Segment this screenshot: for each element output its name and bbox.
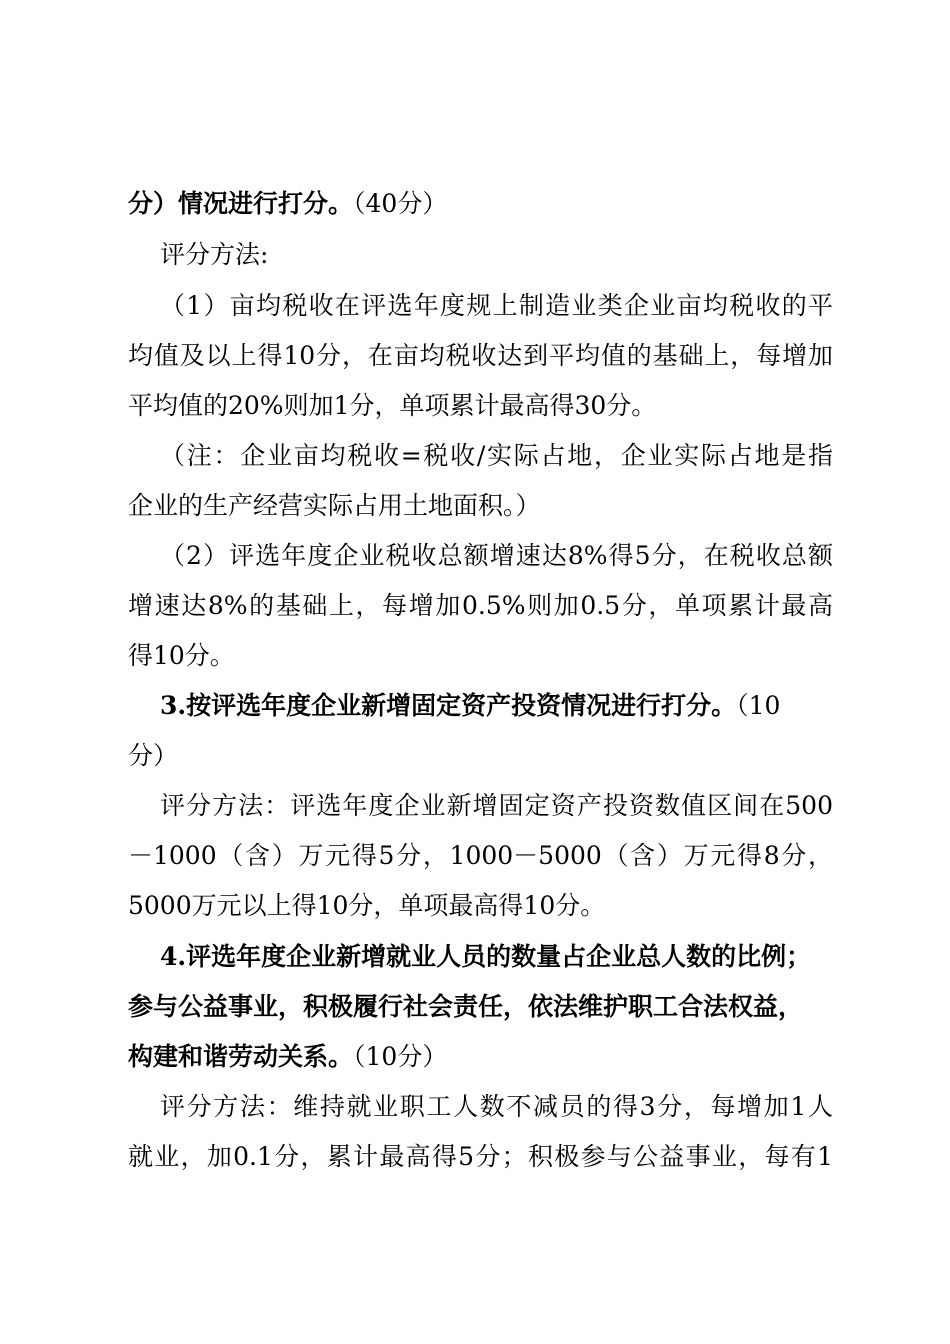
text-line-12 [128, 740, 833, 772]
score-note: 分） [128, 741, 179, 770]
paragraph-text: 评分方法：维持就业职工人数不减员的得3分，每增加1人 [160, 1092, 833, 1121]
paragraph-text: 平均值的20%则加1分，单项累计最高得30分。 [128, 391, 657, 420]
paragraph-text: 评分方法：评选年度企业新增固定资产投资数值区间在500 [160, 791, 833, 820]
paragraph-text: （2）评选年度企业税收总额增速达8%得5分，在税收总额 [160, 541, 833, 570]
text-line-7 [128, 490, 833, 522]
text-line-13 [160, 790, 833, 822]
text-line-3 [160, 290, 833, 322]
paragraph-text: 就业，加0.1分，累计最高得5分；积极参与公益事业，每有1 [128, 1142, 833, 1171]
text-line-15 [128, 890, 833, 922]
section-3-heading: 3.按评选年度企业新增固定资产投资情况进行打分。 [160, 691, 737, 720]
text-line-6 [160, 440, 833, 472]
text-line-4 [128, 340, 833, 372]
section-4-heading: 4.评选年度企业新增就业人员的数量占企业总人数的比例； [160, 942, 812, 971]
paragraph-text: 增速达8%的基础上，每增加0.5%则加0.5分，单项累计最高 [128, 591, 833, 620]
text-line-17 [128, 991, 833, 1023]
text-line-16 [160, 941, 833, 973]
text-line-9 [128, 590, 833, 622]
section-4-heading: 构建和谐劳动关系。 [128, 1042, 354, 1071]
text-line-18 [128, 1041, 833, 1073]
score-note: （40分） [353, 189, 448, 218]
section-4-heading: 参与公益事业，积极履行社会责任，依法维护职工合法权益， [128, 992, 804, 1021]
section-continuation-heading: 分）情况进行打分。 [128, 189, 354, 218]
text-line-8 [160, 540, 833, 572]
text-line-14 [128, 840, 833, 872]
text-line-5 [128, 390, 833, 422]
text-line-11 [160, 690, 833, 722]
paragraph-text: 均值及以上得10分，在亩均税收达到平均值的基础上，每增加 [128, 341, 833, 370]
text-line-1 [128, 188, 833, 220]
paragraph-text: 5000万元以上得10分，单项最高得10分。 [128, 891, 606, 920]
text-line-2 [160, 239, 833, 271]
note-text: 企业的生产经营实际占用土地面积。） [128, 491, 541, 520]
paragraph-text: －1000（含）万元得5分，1000－5000（含）万元得8分， [128, 841, 833, 870]
score-note: （10分） [353, 1042, 448, 1071]
paragraph-text: 得10分。 [128, 641, 235, 670]
text-line-10 [128, 640, 833, 672]
score-note: （10 [736, 691, 781, 720]
note-text: （注：企业亩均税收=税收/实际占地，企业实际占地是指 [160, 441, 833, 470]
text-line-19 [160, 1091, 833, 1123]
paragraph-text: （1）亩均税收在评选年度规上制造业类企业亩均税收的平 [160, 291, 833, 320]
text-line-20 [128, 1141, 833, 1173]
scoring-method-label: 评分方法: [160, 240, 269, 269]
